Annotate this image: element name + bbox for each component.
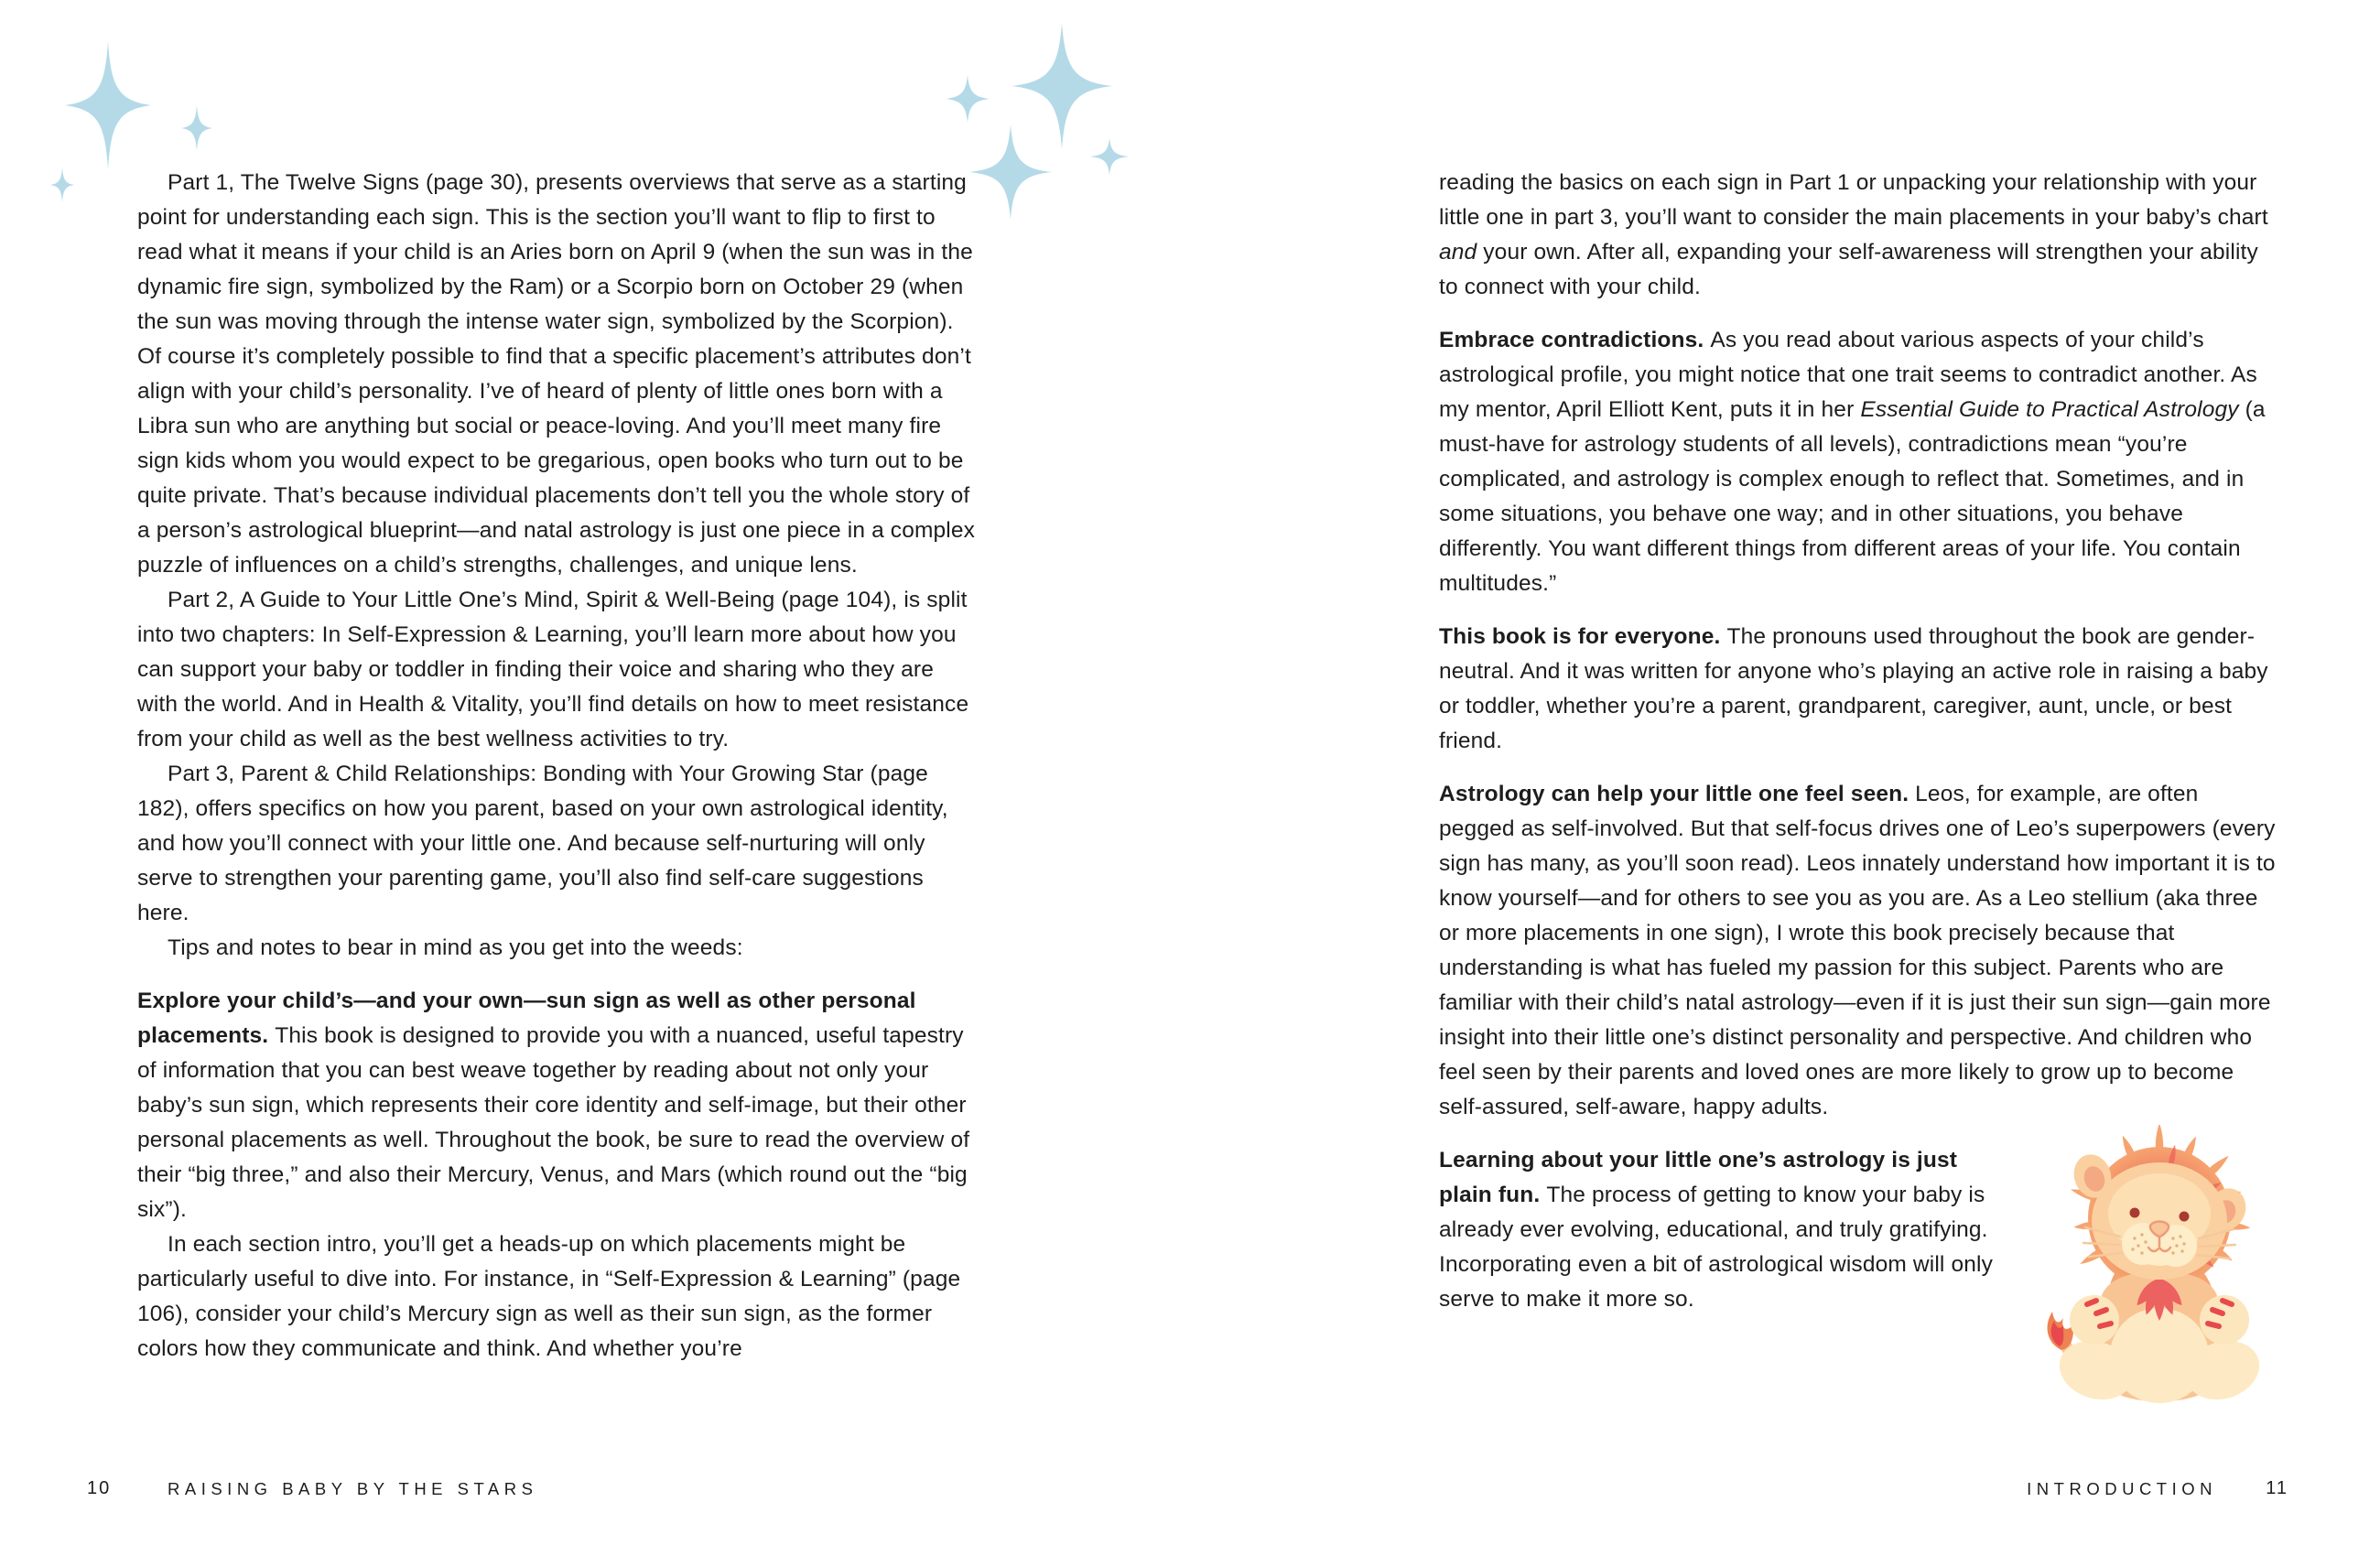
text-run: Part 3, Parent & Child Relationships: Bonding with Your Growing Star (page 182), offers specifics on how you parent, based on your own astrological identity, and how you’ll connect with your little one. And because self-nurturing will only serve to strengthen your parenting game, you’ll also find self-care suggestions here. bbox=[137, 762, 948, 925]
text-run: and bbox=[1439, 240, 1477, 265]
sparkle-icon bbox=[181, 105, 212, 151]
text-run: reading the basics on each sign in Part 1 or unpacking your relationship with your little one in part 3, you’ll want to consider the main placements in your baby’s chart bbox=[1439, 170, 2268, 230]
text-run: Leos, for example, are often pegged as self-involved. But that self-focus drives one of Leo’s superpowers (every sign has many, as you’ll soon read). Leos innately understand how important it is to know yourself—and for others to see you as you are. As a Leo stellium (aka three or more placements in one sign), I wrote this book precisely because that understanding is what has fueled my passion for this subject. Parents who are familiar with their child’s natal astrology—even if it is just their sun sign—gain more insight into their little one’s distinct personality and perspective. And children who feel seen by their parents and loved ones are more likely to grow up to become self-assured, self-aware, happy adults. bbox=[1439, 782, 2276, 1119]
paragraph bbox=[1439, 323, 2279, 601]
sparkle-icon bbox=[969, 124, 1052, 220]
text-run: Tips and notes to bear in mind as you get into the weeds: bbox=[168, 935, 743, 960]
bold-lead-in: This book is for everyone. bbox=[1439, 624, 1727, 649]
paragraph bbox=[137, 1227, 978, 1367]
paragraph bbox=[137, 931, 978, 966]
lion-head bbox=[2069, 1150, 2252, 1280]
paragraph bbox=[137, 984, 978, 1227]
left-page-text bbox=[137, 166, 978, 1367]
text-run: Part 1, The Twelve Signs (page 30), presents overviews that serve as a starting point for understanding each sign. This is the section you’ll want to flip to first to read what it means if your child is an Aries born on April 9 (when the sun was in the dynamic fire sign, symbolized by the Ram) or a Scorpio born on October 29 (when the sun was moving through the intense water sign, symbolized by the Scorpion). Of course it’s completely possible to find that a specific placement’s attributes don’t align with your child’s personality. I’ve of heard of plenty of little ones born with a Libra sun who are anything but social or peace-loving. And you’ll meet many fire sign kids whom you would expect to be gregarious, open books who turn out to be quite private. That’s because individual placements don’t tell you the whole story of a person’s astrological blueprint—and natal astrology is just one piece in a complex puzzle of influences on a child’s strengths, challenges, and unique lens. bbox=[137, 170, 976, 578]
text-run: In each section intro, you’ll get a heads-up on which placements might be particularly useful to dive into. For instance, in “Self-Expression & Learning” (page 106), consider your child’s Mercury sign as well as their sun sign, as the former colors how they communicate and think. And whether you’re bbox=[137, 1232, 961, 1361]
paragraph bbox=[1439, 777, 2279, 1125]
text-run: Essential Guide to Practical Astrology bbox=[1860, 397, 2239, 422]
paragraph bbox=[137, 757, 978, 931]
paragraph bbox=[137, 166, 978, 583]
bold-lead-in: Learning about your little one’s astrology is just plain fun. bbox=[1439, 1148, 1958, 1207]
paragraph bbox=[1439, 620, 2279, 759]
text-run: (a must-have for astrology students of all levels), contradictions mean “you’re complicated, and astrology is complex enough to reflect that. Sometimes, and in some situations, you behave one way; and in other situations, you behave differently. You want different things from different areas of your life. You contain multitudes.” bbox=[1439, 397, 2266, 596]
right-page-number: 11 bbox=[2266, 1478, 2288, 1498]
lion-eye bbox=[2130, 1208, 2140, 1218]
left-running-head: RAISING BABY BY THE STARS bbox=[168, 1479, 538, 1498]
sparkle-icon bbox=[65, 41, 151, 169]
sparkle-icon bbox=[946, 75, 990, 123]
bold-lead-in: Embrace contradictions. bbox=[1439, 328, 1711, 352]
paragraph bbox=[1439, 166, 2279, 305]
text-run: Part 2, A Guide to Your Little One’s Mind, Spirit & Well-Being (page 104), is split into two chapters: In Self-Expression & Learning, you’ll learn more about how you can support your baby or toddler in finding their voice and sharing who they are with the world. And in Health & Vitality, you’ll find details on how to meet resistance from your child as well as the best wellness activities to try. bbox=[137, 588, 969, 751]
text-run: This book is designed to provide you with a nuanced, useful tapestry of information that you can best weave together by reading about not only your baby’s sun sign, which represents their core identity and self-image, but their other personal placements as well. Throughout the book, be sure to read the overview of their “big three,” and also their Mercury, Venus, and Mars (which round out the “big six”). bbox=[137, 1023, 970, 1222]
lion-eye bbox=[2180, 1212, 2190, 1222]
text-run: your own. After all, expanding your self-awareness will strengthen your ability to connect with your child. bbox=[1439, 240, 2258, 299]
bold-lead-in: Astrology can help your little one feel seen. bbox=[1439, 782, 1916, 806]
right-page-text bbox=[1439, 166, 2279, 1414]
lion-illustration bbox=[2039, 1125, 2279, 1407]
sparkle-icon bbox=[1090, 138, 1129, 175]
plush-lion-cub-image bbox=[2039, 1125, 2279, 1407]
sparkle-icon bbox=[50, 167, 74, 202]
left-page-number: 10 bbox=[87, 1478, 112, 1498]
text-run: As you read about various aspects of your child’s astrological profile, you might notice that one trait seems to contradict another. As my mentor, April Elliott Kent, puts it in her bbox=[1439, 328, 2257, 422]
sparkle-icon bbox=[1012, 23, 1112, 149]
paragraph bbox=[137, 583, 978, 757]
text-run: The process of getting to know your baby is already ever evolving, educational, and truly gratifying. Incorporating even a bit of astrological wisdom will only serve to make it more so. bbox=[1439, 1183, 1994, 1312]
right-running-head: INTRODUCTION bbox=[2027, 1479, 2217, 1498]
text-run: The pronouns used throughout the book are gender-neutral. And it was written for anyone who’s playing an active role in raising a baby or toddler, whether you’re a parent, grandparent, caregiver, aunt, uncle, or best friend. bbox=[1439, 624, 2268, 753]
bold-lead-in: Explore your child’s—and your own—sun sign as well as other personal placements. bbox=[137, 989, 916, 1048]
